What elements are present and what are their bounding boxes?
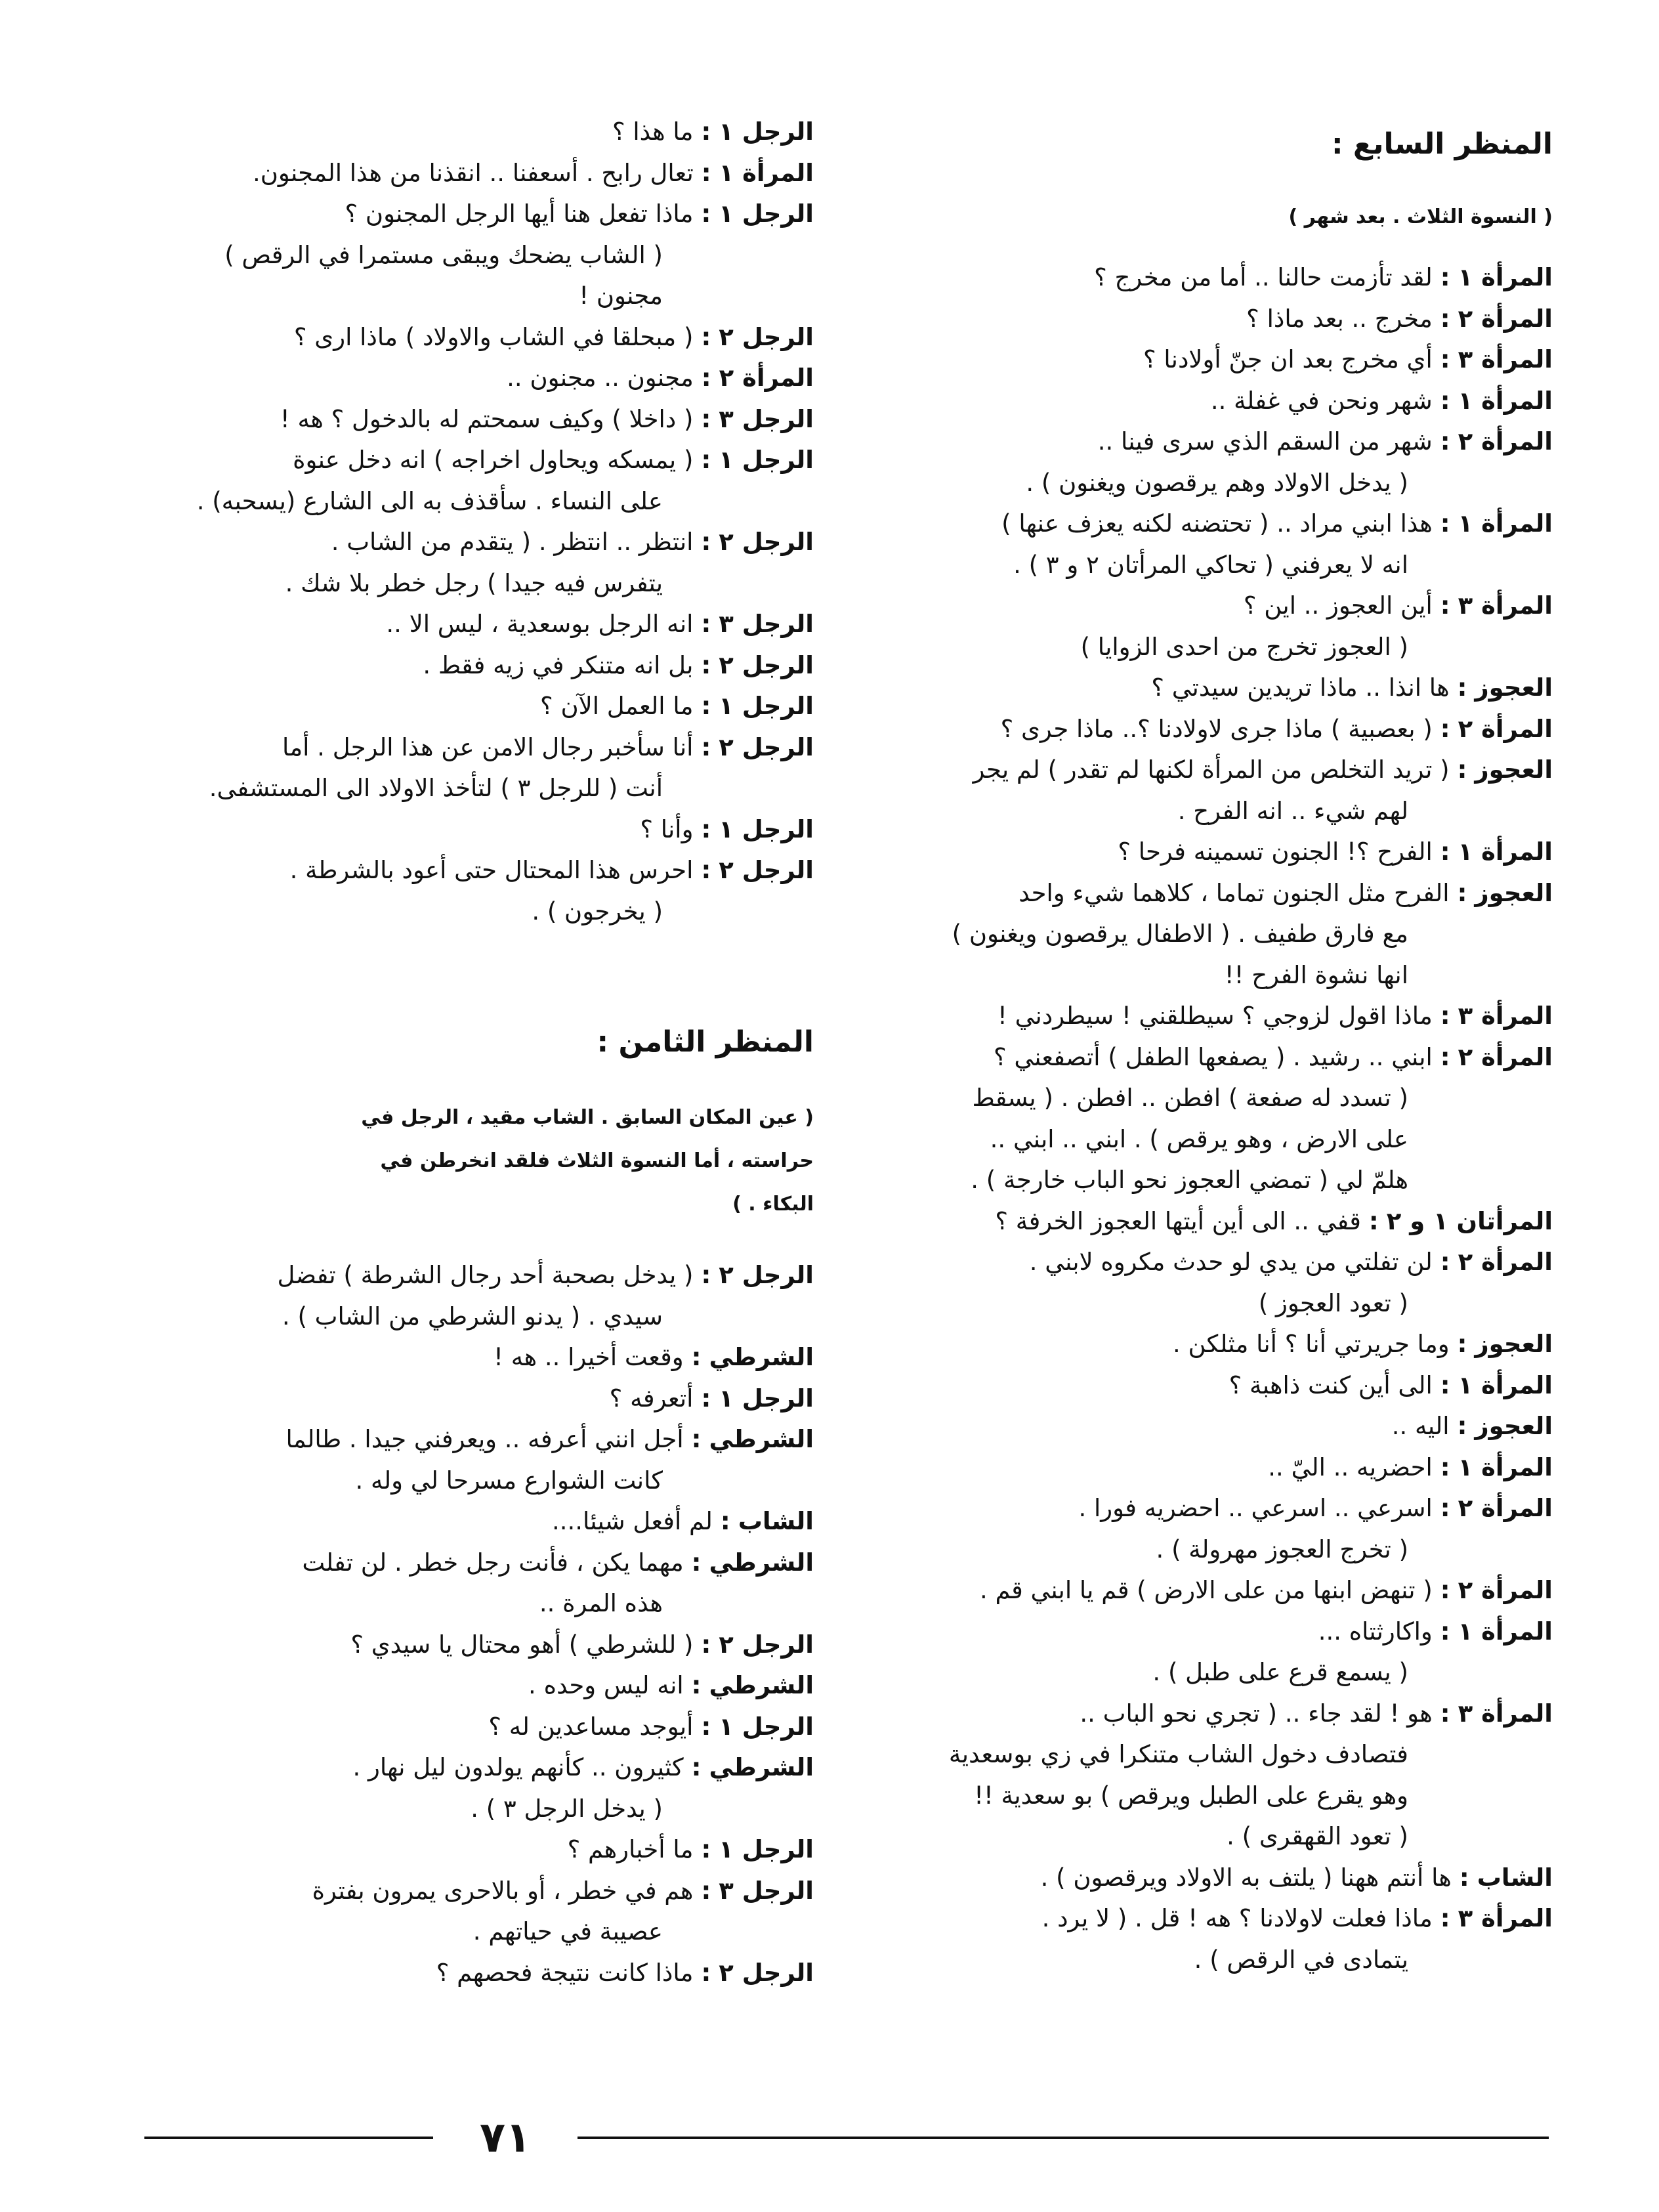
speaker-name: العجوز <box>1475 878 1553 907</box>
dialogue-line <box>118 686 814 727</box>
speaker-name: المرأة ٣ <box>1458 1699 1553 1728</box>
speaker-colon: : <box>701 158 711 187</box>
speaker-colon: : <box>691 1548 702 1577</box>
dialogue-text: اسرعي .. اسرعي .. احضريه فورا . <box>1078 1494 1433 1522</box>
scene-seven-dialogue <box>860 257 1553 1980</box>
dialogue-text: ماذا اقول لزوجي ؟ سيطلقني ! سيطردني ! <box>998 1002 1433 1030</box>
speaker-name: الرجل ١ <box>719 692 814 720</box>
speaker-name: الشرطي <box>709 1343 814 1371</box>
speaker-colon: : <box>1440 386 1450 415</box>
continuation-line: سيدي . ( يدنو الشرطي من الشاب ) . <box>282 1302 663 1330</box>
dialogue-text: مهما يكن ، فأنت رجل خطر . لن تفلت <box>302 1548 684 1577</box>
speaker-name: الرجل ٣ <box>719 404 814 433</box>
speaker-colon: : <box>701 856 711 884</box>
dialogue-text: مجنون .. مجنون .. <box>507 364 694 392</box>
dialogue-line <box>118 440 814 481</box>
speaker-name: الرجل ١ <box>719 200 814 228</box>
dialogue-line <box>118 1953 814 1994</box>
speaker-colon: : <box>1459 1863 1469 1892</box>
speaker-name: الرجل ٢ <box>719 528 814 556</box>
speaker-colon: : <box>701 1835 711 1863</box>
speaker-name: المرأة ١ <box>1458 838 1553 866</box>
dialogue-line <box>860 1324 1553 1365</box>
continuation-line: هلمّ لي ( تمضي العجوز نحو الباب خارجة ) . <box>971 1166 1408 1194</box>
speaker-colon: : <box>701 1958 711 1987</box>
speaker-name: الرجل ٢ <box>719 856 814 884</box>
dialogue-text: الفرح ؟! الجنون تسمينه فرحا ؟ <box>1118 838 1433 866</box>
speaker-colon: : <box>1440 1699 1450 1728</box>
speaker-colon: : <box>1457 878 1467 907</box>
scene-eight-heading: المنظر الثامن : <box>597 1025 814 1059</box>
speaker-colon: : <box>701 446 711 474</box>
continuation-line: ( يدخل الاولاد وهم يرقصون ويغنون ) . <box>1026 468 1408 497</box>
dialogue-text: أين العجوز .. اين ؟ <box>1243 591 1433 620</box>
dialogue-text: ماذا فعلت لاولادنا ؟ هه ! قل . ( لا يرد . <box>1041 1904 1433 1932</box>
right-column <box>860 125 1553 1980</box>
speaker-colon: : <box>691 1343 702 1371</box>
dialogue-text: مخرج .. بعد ماذا ؟ <box>1246 304 1433 333</box>
dialogue-text: ( تريد التخلص من المرأة لكنها لم تقدر ) لم يجر <box>973 755 1450 784</box>
speaker-colon: : <box>1457 755 1467 784</box>
dialogue-text: ما هذا ؟ <box>612 117 694 146</box>
continuation-line: مع فارق طفيف . ( الاطفال يرقصون ويغنون ) <box>952 920 1408 948</box>
speaker-colon: : <box>1440 345 1450 373</box>
dialogue-line <box>118 153 814 194</box>
dialogue-text: ما العمل الآن ؟ <box>540 692 694 720</box>
dialogue-line <box>860 1447 1553 1489</box>
speaker-name: الشاب <box>738 1507 814 1535</box>
continuation-line: فتصادف دخول الشاب متنكرا في زي بوسعدية <box>948 1740 1408 1768</box>
continuation-line: أنت ( للرجل ٣ ) لتأخذ الاولاد الى المستشفى. <box>209 774 663 802</box>
speaker-colon: : <box>701 1876 711 1905</box>
speaker-name: الرجل ٢ <box>719 1630 814 1659</box>
dialogue-line <box>860 832 1553 873</box>
speaker-colon: : <box>1440 263 1450 291</box>
dialogue-text: انتظر .. انتظر . ( يتقدم من الشاب . <box>331 528 694 556</box>
scene-seven-stage-direction: ( النسوة الثلاث . بعد شهر ) <box>1288 205 1553 228</box>
dialogue-line <box>118 1501 814 1542</box>
scene-seven-heading: المنظر السابع : <box>1331 127 1553 161</box>
continuation-line: كانت الشوارع مسرحا لي وله . <box>355 1466 663 1495</box>
speaker-name: الشاب <box>1477 1863 1553 1892</box>
dialogue-line <box>118 194 814 235</box>
speaker-name: المرأة ٣ <box>1458 591 1553 620</box>
dialogue-line <box>118 522 814 563</box>
speaker-name: الشرطي <box>709 1753 814 1781</box>
dialogue-text: ( داخلا ) وكيف سمحتم له بالدخول ؟ هه ! <box>280 404 694 433</box>
dialogue-text: احضريه .. اليّ .. <box>1268 1453 1433 1481</box>
dialogue-text: شهر ونحن في غفلة .. <box>1210 386 1433 415</box>
dialogue-line <box>860 1201 1553 1243</box>
speaker-name: الرجل ١ <box>719 1384 814 1413</box>
speaker-colon: : <box>701 117 711 146</box>
speaker-name: المرأة ١ <box>1458 1371 1553 1399</box>
dialogue-text: هم في خطر ، أو بالاحرى يمرون بفترة <box>312 1876 694 1905</box>
speaker-name: المرأة ٣ <box>1458 1002 1553 1030</box>
dialogue-text: ( مبحلقا في الشاب والاولاد ) ماذا ارى ؟ <box>293 322 694 351</box>
dialogue-line <box>118 112 814 153</box>
speaker-name: المرأة ١ <box>1458 509 1553 538</box>
dialogue-text: ماذا كانت نتيجة فحصهم ؟ <box>436 1958 694 1987</box>
dialogue-line <box>118 399 814 440</box>
continuation-line: ( تسدد له صفعة ) افطن .. افطن . ( يسقط <box>972 1084 1408 1112</box>
dialogue-line <box>860 1570 1553 1611</box>
footer-rule-right <box>578 2137 1549 2139</box>
dialogue-line <box>118 1542 814 1584</box>
continuation-line: لهم شيء .. انه الفرح . <box>1177 796 1408 825</box>
speaker-name: المرأة ٢ <box>1458 304 1553 333</box>
dialogue-text: واكارثتاه ... <box>1318 1617 1433 1646</box>
speaker-name: الشرطي <box>709 1548 814 1577</box>
dialogue-line <box>860 750 1553 791</box>
speaker-colon: : <box>1457 673 1467 702</box>
dialogue-text: أي مخرج بعد ان جنّ أولادنا ؟ <box>1143 345 1433 373</box>
continuation-line: ( تعود العجوز ) <box>1258 1288 1408 1317</box>
continuation-line: عصيبة في حياتهم . <box>472 1917 663 1946</box>
continuation-line: هذه المرة .. <box>539 1589 663 1617</box>
dialogue-text: ماذا تفعل هنا أيها الرجل المجنون ؟ <box>345 200 694 228</box>
speaker-colon: : <box>1457 1330 1467 1358</box>
speaker-colon: : <box>1440 1494 1450 1522</box>
speaker-name: المرأة ٢ <box>719 364 814 392</box>
speaker-name: الرجل ٢ <box>719 650 814 679</box>
dialogue-text: وأنا ؟ <box>640 815 694 843</box>
speaker-name: الشرطي <box>709 1425 814 1453</box>
speaker-name: الشرطي <box>709 1671 814 1699</box>
dialogue-text: أيوجد مساعدين له ؟ <box>488 1712 694 1741</box>
dialogue-line <box>860 503 1553 545</box>
speaker-colon: : <box>1457 1412 1467 1440</box>
speaker-colon: : <box>701 650 711 679</box>
stage-direction-line: ( عين المكان السابق . الشاب مقيد ، الرجل في <box>361 1106 814 1129</box>
continuation-line: وهو يقرع على الطبل ويرقص ) بو سعدية !! <box>974 1781 1408 1810</box>
speaker-name: المرأة ٣ <box>1458 1904 1553 1932</box>
dialogue-line <box>118 809 814 851</box>
speaker-colon: : <box>1440 591 1450 620</box>
speaker-name: الرجل ٣ <box>719 610 814 638</box>
speaker-colon: : <box>1440 1617 1450 1646</box>
dialogue-text: بل انه متنكر في زيه فقط . <box>423 650 694 679</box>
dialogue-text: ابني .. رشيد . ( يصفعها الطفل ) أتصفعني ؟ <box>993 1042 1433 1071</box>
speaker-name: المرأة ٢ <box>1458 714 1553 743</box>
speaker-colon: : <box>691 1425 702 1453</box>
speaker-name: المرأة ١ <box>1458 1617 1553 1646</box>
speaker-colon: : <box>1440 509 1450 538</box>
speaker-colon: : <box>701 1261 711 1289</box>
scene-seven-dialogue-continued <box>118 112 814 932</box>
dialogue-line <box>118 1829 814 1871</box>
speaker-name: المرأة ١ <box>1458 1453 1553 1481</box>
dialogue-line <box>118 1255 814 1296</box>
dialogue-line <box>118 1665 814 1707</box>
dialogue-line <box>118 727 814 769</box>
speaker-colon: : <box>1440 304 1450 333</box>
continuation-line: ( العجوز تخرج من احدى الزوايا ) <box>1080 632 1408 661</box>
speaker-name: العجوز <box>1475 673 1553 702</box>
dialogue-line <box>860 1037 1553 1078</box>
page-footer <box>0 2114 1659 2162</box>
speaker-colon: : <box>1440 1904 1450 1932</box>
dialogue-text: اليه .. <box>1391 1412 1450 1440</box>
scene-eight-dialogue <box>118 1255 814 1993</box>
dialogue-text: انه الرجل بوسعدية ، ليس الا .. <box>386 610 694 638</box>
speaker-name: المرأة ١ <box>1458 386 1553 415</box>
speaker-colon: : <box>1440 714 1450 743</box>
dialogue-line <box>860 996 1553 1037</box>
speaker-name: الرجل ١ <box>719 815 814 843</box>
continuation-line: انها نشوة الفرح !! <box>1224 960 1408 989</box>
dialogue-line <box>118 317 814 358</box>
dialogue-line <box>860 1611 1553 1653</box>
speaker-name: المرأة ٢ <box>1458 1248 1553 1276</box>
dialogue-text: قفي .. الى أين أيتها العجوز الخرفة ؟ <box>995 1206 1361 1235</box>
dialogue-text: هو ! لقد جاء .. ( تجري نحو الباب .. <box>1080 1699 1433 1728</box>
speaker-name: العجوز <box>1475 1330 1553 1358</box>
speaker-name: الرجل ٢ <box>719 1958 814 1987</box>
footer-rule-left <box>144 2137 433 2139</box>
continuation-line: ( يدخل الرجل ٣ ) . <box>471 1794 663 1823</box>
speaker-colon: : <box>701 528 711 556</box>
dialogue-text: لن تفلتي من يدي لو حدث مكروه لابني . <box>1029 1248 1433 1276</box>
speaker-name: المرأة ٢ <box>1458 427 1553 456</box>
speaker-colon: : <box>701 733 711 761</box>
continuation-line: انه لا يعرفني ( تحاكي المرأتان ٢ و ٣ ) . <box>1013 550 1408 579</box>
dialogue-line <box>860 381 1553 422</box>
speaker-name: المرأة ١ <box>719 158 814 187</box>
dialogue-line <box>860 585 1553 627</box>
speaker-colon: : <box>701 1630 711 1659</box>
dialogue-text: أنا سأخبر رجال الامن عن هذا الرجل . أما <box>282 733 694 761</box>
continuation-line: ( تعود القهقرى ) . <box>1227 1822 1408 1850</box>
dialogue-text: ( بعصبية ) ماذا جرى لاولادنا ؟.. ماذا جرى ؟ <box>1000 714 1433 743</box>
continuation-line: على النساء . سأقذف به الى الشارع (يسحبه) . <box>196 486 663 515</box>
speaker-colon: : <box>1440 1002 1450 1030</box>
speaker-name: المرأة ١ <box>1458 263 1553 291</box>
speaker-colon: : <box>701 200 711 228</box>
dialogue-line <box>860 1858 1553 1899</box>
speaker-name: الرجل ٢ <box>719 1261 814 1289</box>
speaker-colon: : <box>701 610 711 638</box>
continuation-line: ( الشاب يضحك ويبقى مستمرا في الرقص ) <box>224 240 663 269</box>
speaker-colon: : <box>1440 838 1450 866</box>
dialogue-text: وما جريرتي أنا ؟ أنا مثلكن . <box>1172 1330 1450 1358</box>
dialogue-text: ( يدخل بصحبة أحد رجال الشرطة ) تفضل <box>277 1261 694 1289</box>
speaker-colon: : <box>701 815 711 843</box>
scene-eight-stage-direction <box>118 1096 814 1226</box>
speaker-name: المرأة ٣ <box>1458 345 1553 373</box>
speaker-colon: : <box>720 1507 730 1535</box>
speaker-name: الرجل ١ <box>719 1835 814 1863</box>
dialogue-text: شهر من السقم الذي سرى فينا .. <box>1097 427 1433 456</box>
dialogue-line <box>118 1871 814 1912</box>
speaker-name: الرجل ٢ <box>719 322 814 351</box>
dialogue-line <box>860 668 1553 709</box>
speaker-colon: : <box>1368 1206 1379 1235</box>
dialogue-line <box>118 1707 814 1748</box>
dialogue-text: لقد تأزمت حالنا .. أما من مخرج ؟ <box>1094 263 1433 291</box>
speaker-name: الرجل ٢ <box>719 733 814 761</box>
dialogue-line <box>860 1406 1553 1447</box>
continuation-line: ( يسمع قرع على طبل ) . <box>1152 1658 1408 1686</box>
dialogue-line <box>118 1337 814 1378</box>
continuation-line: ( تخرج العجوز مهرولة ) . <box>1156 1535 1408 1563</box>
speaker-name: المرأة ٢ <box>1458 1576 1553 1604</box>
dialogue-line <box>860 257 1553 299</box>
speaker-colon: : <box>701 322 711 351</box>
speaker-colon: : <box>1440 427 1450 456</box>
dialogue-line <box>860 1365 1553 1407</box>
dialogue-line <box>860 709 1553 750</box>
dialogue-line <box>118 358 814 399</box>
continuation-line: ( يخرجون ) . <box>532 897 663 925</box>
dialogue-line <box>860 873 1553 914</box>
speaker-colon: : <box>701 404 711 433</box>
dialogue-line <box>118 1747 814 1789</box>
dialogue-line <box>118 645 814 687</box>
continuation-line: على الارض ، وهو يرقص ) . ابني .. ابني .. <box>990 1124 1408 1153</box>
dialogue-text: ( يمسكه ويحاول اخراجه ) انه دخل عنوة <box>293 446 694 474</box>
left-column <box>118 112 814 1993</box>
dialogue-text: الفرح مثل الجنون تماما ، كلاهما شيء واحد <box>1018 878 1450 907</box>
dialogue-line <box>118 1378 814 1420</box>
speaker-colon: : <box>1440 1576 1450 1604</box>
dialogue-text: الى أين كنت ذاهبة ؟ <box>1228 1371 1433 1399</box>
speaker-name: المرأة ٢ <box>1458 1494 1553 1522</box>
dialogue-text: لم أفعل شيئا.... <box>551 1507 713 1535</box>
dialogue-text: ها انذا .. ماذا تريدين سيدتي ؟ <box>1151 673 1450 702</box>
dialogue-line <box>860 1693 1553 1735</box>
dialogue-text: ما أخبارهم ؟ <box>567 1835 694 1863</box>
dialogue-line <box>860 421 1553 463</box>
dialogue-text: كثيرون .. كأنهم يولدون ليل نهار . <box>352 1753 684 1781</box>
speaker-name: الرجل ١ <box>719 446 814 474</box>
dialogue-text: هذا ابني مراد .. ( تحتضنه لكنه يعزف عنها ) <box>1001 509 1433 538</box>
stage-direction-line: حراسته ، أما النسوة الثلاث فلقد انخرطن في <box>380 1149 814 1172</box>
continuation-line: يتفرس فيه جيدا ) رجل خطر بلا شك . <box>285 568 663 597</box>
speaker-colon: : <box>701 364 711 392</box>
speaker-colon: : <box>1440 1371 1450 1399</box>
continuation-line: يتمادى في الرقص ) . <box>1194 1945 1408 1974</box>
speaker-name: العجوز <box>1475 755 1553 784</box>
stage-direction-line: البكاء . ) <box>732 1193 814 1216</box>
dialogue-text: أتعرفه ؟ <box>609 1384 694 1413</box>
dialogue-line <box>860 1488 1553 1529</box>
dialogue-text: انه ليس وحده . <box>528 1671 684 1699</box>
speaker-name: الرجل ٣ <box>719 1876 814 1905</box>
dialogue-text: تعال رابح . أسعفنا .. انقذنا من هذا المجنون. <box>252 158 694 187</box>
speaker-name: العجوز <box>1475 1412 1553 1440</box>
dialogue-line <box>118 604 814 645</box>
dialogue-line <box>860 1898 1553 1940</box>
speaker-colon: : <box>691 1753 702 1781</box>
speaker-name: الرجل ١ <box>719 117 814 146</box>
page-number: ٧١ <box>479 2114 532 2162</box>
speaker-colon: : <box>691 1671 702 1699</box>
continuation-line: مجنون ! <box>579 282 663 310</box>
speaker-name: المرأتان ١ و ٢ <box>1386 1206 1553 1235</box>
speaker-colon: : <box>1440 1042 1450 1071</box>
dialogue-text: احرس هذا المحتال حتى أعود بالشرطة . <box>289 856 694 884</box>
dialogue-line <box>860 1242 1553 1283</box>
dialogue-text: ( تنهض ابنها من على الارض ) قم يا ابني قم . <box>979 1576 1433 1604</box>
dialogue-line <box>860 339 1553 381</box>
speaker-name: الرجل ١ <box>719 1712 814 1741</box>
speaker-colon: : <box>701 1384 711 1413</box>
speaker-colon: : <box>1440 1248 1450 1276</box>
speaker-colon: : <box>1440 1453 1450 1481</box>
dialogue-text: أجل انني أعرفه .. ويعرفني جيدا . طالما <box>285 1425 684 1453</box>
speaker-colon: : <box>701 1712 711 1741</box>
dialogue-text: ( للشرطي ) أهو محتال يا سيدي ؟ <box>350 1630 694 1659</box>
dialogue-text: وقعت أخيرا .. هه ! <box>494 1343 684 1371</box>
dialogue-line <box>118 1625 814 1666</box>
dialogue-text: ها أنتم ههنا ( يلتف به الاولاد ويرقصون ) . <box>1040 1863 1452 1892</box>
dialogue-line <box>118 850 814 891</box>
dialogue-line <box>860 299 1553 340</box>
dialogue-line <box>118 1419 814 1460</box>
speaker-colon: : <box>701 692 711 720</box>
speaker-name: المرأة ٢ <box>1458 1042 1553 1071</box>
